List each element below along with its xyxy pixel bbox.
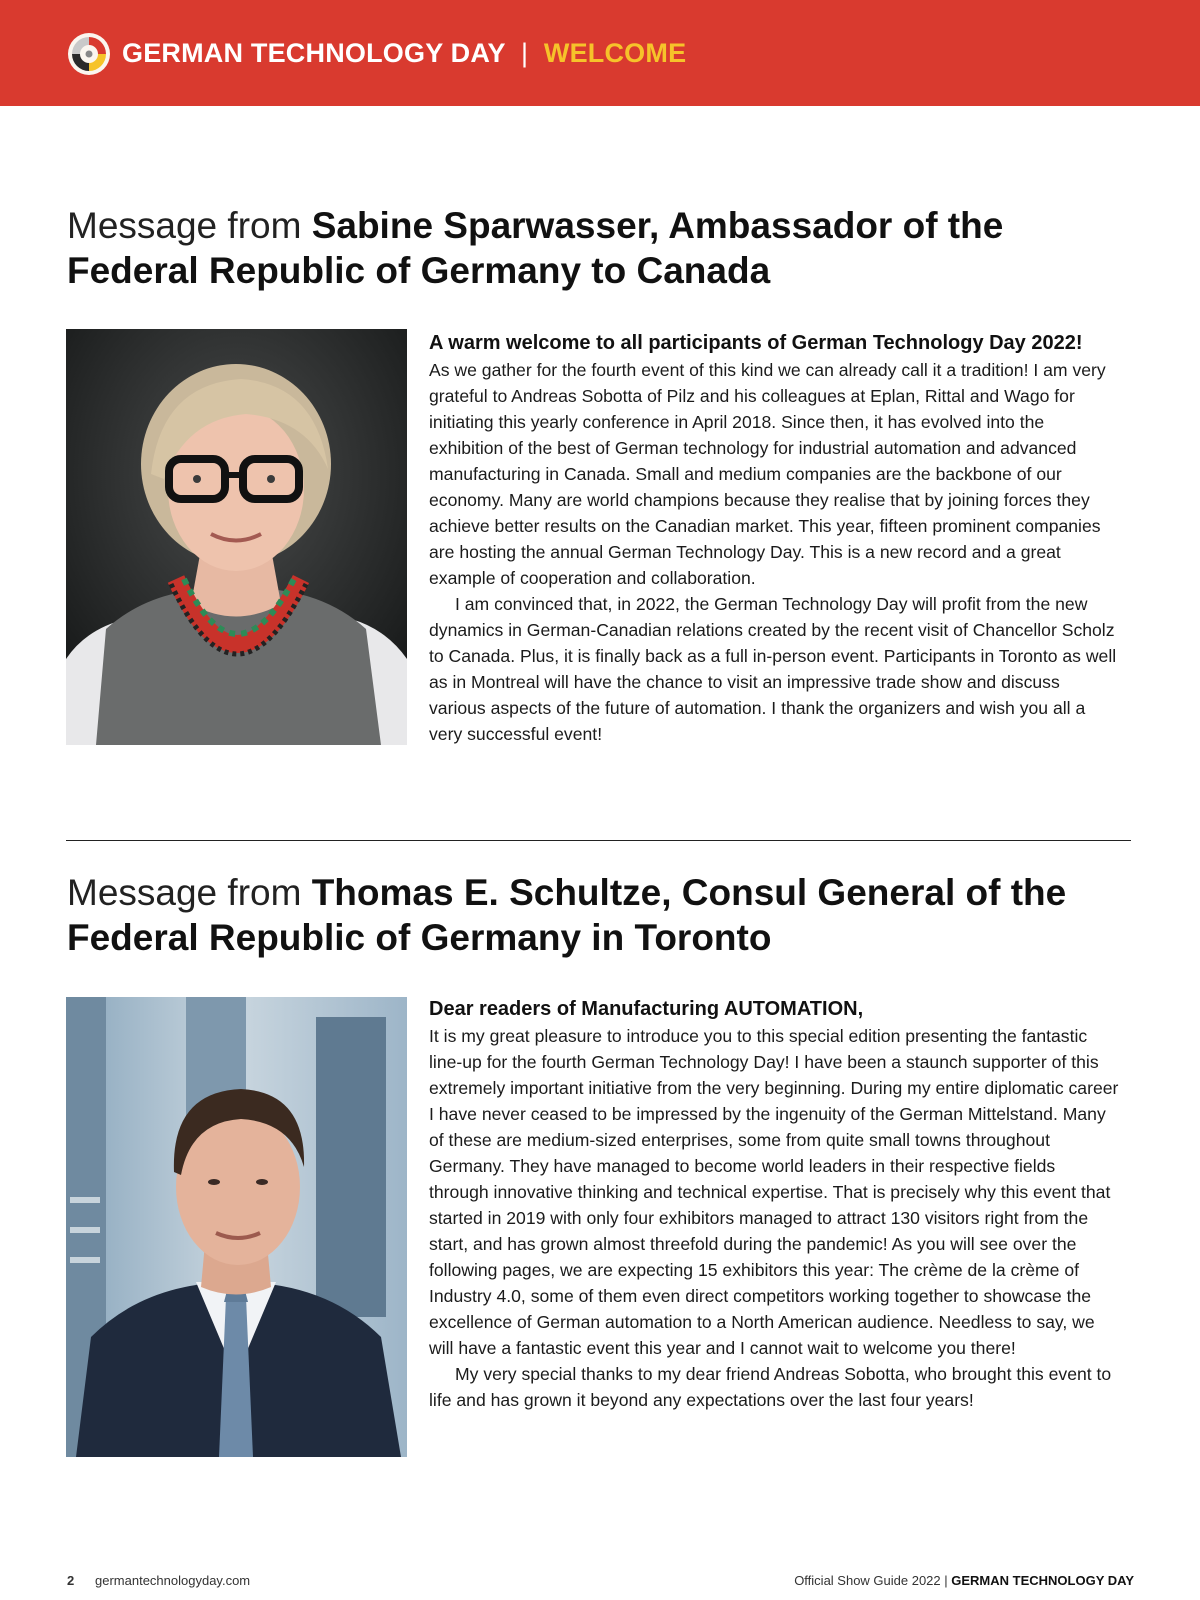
header-bar (0, 0, 1200, 106)
header-brand: GERMAN TECHNOLOGY DAY (122, 38, 506, 68)
message1-title-name: Sabine Sparwasser, Ambassador of the Federal Republic of Germany to Canada (67, 205, 1004, 291)
header-separator: | (520, 38, 529, 68)
message1-title-lead: Message from (67, 205, 312, 246)
message2-body (429, 998, 1119, 1413)
page-number: 2 (67, 1573, 75, 1588)
message1-paragraph1: As we gather for the fourth event of this kind we can already call it a tradition! I am very grateful to Andreas Sobotta of Pilz and his colleagues at Eplan, Rittal and Wago for initiating this yearly conference in April 2018. Since then, it has evolved into the exhibition of the best of German technology for industrial automation and advanced manufacturing in Canada. Small and medium companies are the backbone of our economy. Many are world champions because they realise that by joining forces they achieve better results on the Canadian market. This year, fifteen prominent companies are hosting the annual German Technology Day. This is a new record and a great example of cooperation and collaboration. (429, 360, 1106, 588)
message1-title (67, 203, 1127, 293)
footer-guide-text: Official Show Guide 2022 | (794, 1573, 952, 1588)
message2-heading: Dear readers of Manufacturing AUTOMATION, (429, 998, 864, 1020)
message2-title (67, 870, 1127, 960)
footer-website-link[interactable]: germantechnologyday.com (95, 1573, 251, 1588)
page-footer (0, 1573, 1200, 1595)
header-section: WELCOME (543, 38, 687, 68)
message2-paragraph2: My very special thanks to my dear friend Andreas Sobotta, who brought this event to life and has grown it beyond any expectations over the last four years! (429, 1364, 1112, 1410)
message1-heading: A warm welcome to all participants of German Technology Day 2022! (429, 332, 1083, 354)
footer-guide-label (794, 1573, 1134, 1588)
message1-paragraph2: I am convinced that, in 2022, the German Technology Day will profit from the new dynamics in German-Canadian relations created by the recent visit of Chancellor Scholz to Canada. Plus, it is finally back as a full in-person event. Participants in Toronto as well as in Montreal will have the chance to visit an impressive trade show and discuss various aspects of the future of automation. I thank the organizers and wish you all a very successful event! (429, 594, 1117, 744)
message1-body (429, 332, 1119, 747)
ambassador-portrait (66, 329, 407, 745)
footer-brand: GERMAN TECHNOLOGY DAY (951, 1573, 1134, 1588)
message2-title-lead: Message from (67, 872, 312, 913)
message2-paragraph1: It is my great pleasure to introduce you to this special edition presenting the fantastic line-up for the fourth German Technology Day! I have been a staunch supporter of this extremely important initiative from the very beginning. During my entire diplomatic career I have never ceased to be impressed by the ingenuity of the German Mittelstand. Many of these are medium-sized enterprises, some from quite small towns throughout Germany. They have managed to become world leaders in their respective fields through innovative thinking and technical expertise. That is precisely why this event that started in 2019 with only four exhibitors managed to attract 130 visitors right from the start, and has grown almost threefold during the pandemic! As you will see over the following pages, we are expecting 15 exhibitors this year: The crème de la crème of Industry 4.0, some of them even direct competitors working together to showcase the excellence of German automation to a North American audience. Needless to say, we will have a fantastic event this year and I cannot wait to welcome you there! (429, 1026, 1119, 1358)
gear-circle-logo-icon (68, 33, 110, 75)
message2-title-name: Thomas E. Schultze, Consul General of the Federal Republic of Germany in Toronto (67, 872, 1067, 958)
consul-general-portrait (66, 997, 407, 1457)
section-divider (66, 840, 1131, 841)
header-title (122, 38, 686, 69)
